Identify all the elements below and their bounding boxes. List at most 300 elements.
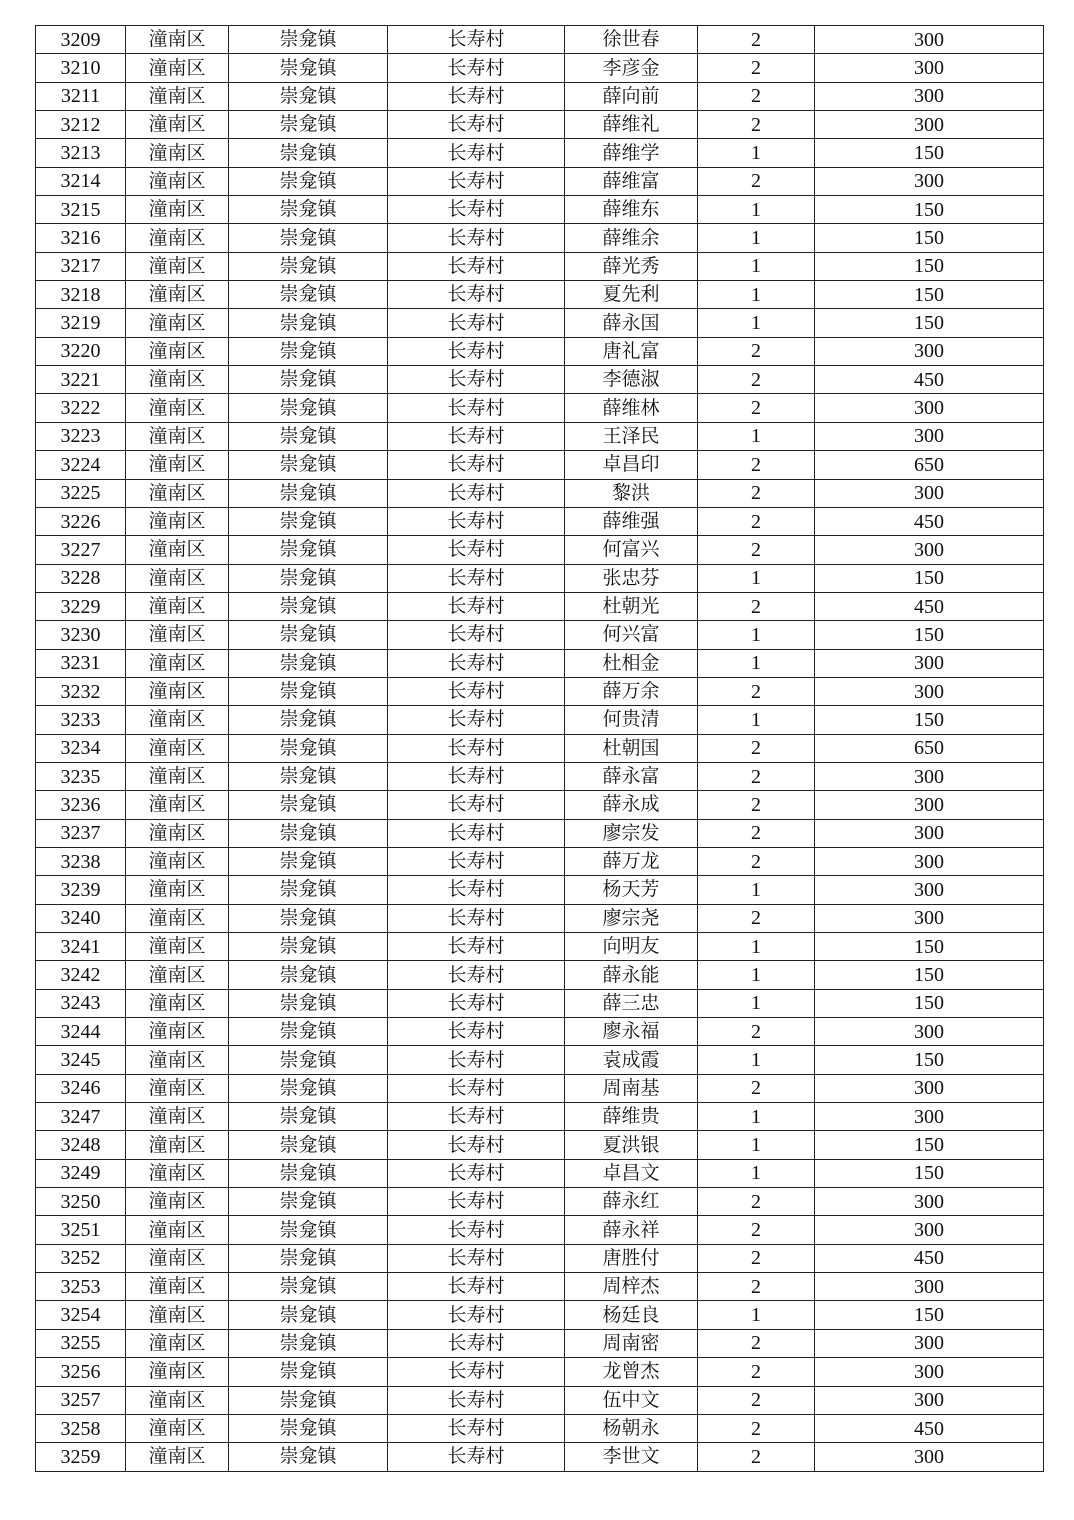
name-cell: 薛维余 <box>565 224 698 252</box>
town-cell: 崇龛镇 <box>229 224 388 252</box>
count-cell: 2 <box>698 507 815 535</box>
table-row <box>36 139 1044 167</box>
serial-cell: 3247 <box>36 1103 126 1131</box>
town-cell: 崇龛镇 <box>229 536 388 564</box>
table-row <box>36 762 1044 790</box>
amount-cell: 150 <box>815 706 1044 734</box>
village-cell: 长寿村 <box>388 1188 565 1216</box>
serial-cell: 3228 <box>36 564 126 592</box>
town-cell: 崇龛镇 <box>229 1244 388 1272</box>
serial-cell: 3246 <box>36 1074 126 1102</box>
amount-cell: 300 <box>815 1443 1044 1471</box>
table-row <box>36 564 1044 592</box>
amount-cell: 300 <box>815 1074 1044 1102</box>
amount-cell: 450 <box>815 1244 1044 1272</box>
village-cell: 长寿村 <box>388 54 565 82</box>
district-cell: 潼南区 <box>126 677 229 705</box>
count-cell: 1 <box>698 961 815 989</box>
count-cell: 1 <box>698 1131 815 1159</box>
amount-cell: 300 <box>815 819 1044 847</box>
count-cell: 2 <box>698 847 815 875</box>
table-row <box>36 281 1044 309</box>
name-cell: 薛维强 <box>565 507 698 535</box>
district-cell: 潼南区 <box>126 989 229 1017</box>
district-cell: 潼南区 <box>126 564 229 592</box>
amount-cell: 150 <box>815 196 1044 224</box>
district-cell: 潼南区 <box>126 507 229 535</box>
serial-cell: 3239 <box>36 876 126 904</box>
amount-cell: 300 <box>815 1329 1044 1357</box>
district-cell: 潼南区 <box>126 1273 229 1301</box>
town-cell: 崇龛镇 <box>229 54 388 82</box>
amount-cell: 300 <box>815 394 1044 422</box>
count-cell: 2 <box>698 1358 815 1386</box>
name-cell: 杜朝光 <box>565 592 698 620</box>
amount-cell: 150 <box>815 961 1044 989</box>
name-cell: 杨朝永 <box>565 1414 698 1442</box>
name-cell: 杨廷良 <box>565 1301 698 1329</box>
village-cell: 长寿村 <box>388 1159 565 1187</box>
serial-cell: 3235 <box>36 762 126 790</box>
count-cell: 1 <box>698 139 815 167</box>
amount-cell: 150 <box>815 309 1044 337</box>
village-cell: 长寿村 <box>388 876 565 904</box>
district-cell: 潼南区 <box>126 54 229 82</box>
village-cell: 长寿村 <box>388 706 565 734</box>
town-cell: 崇龛镇 <box>229 762 388 790</box>
town-cell: 崇龛镇 <box>229 1159 388 1187</box>
town-cell: 崇龛镇 <box>229 479 388 507</box>
table-row <box>36 1273 1044 1301</box>
village-cell: 长寿村 <box>388 1329 565 1357</box>
serial-cell: 3254 <box>36 1301 126 1329</box>
amount-cell: 300 <box>815 1103 1044 1131</box>
amount-cell: 300 <box>815 677 1044 705</box>
serial-cell: 3252 <box>36 1244 126 1272</box>
district-cell: 潼南区 <box>126 1159 229 1187</box>
district-cell: 潼南区 <box>126 479 229 507</box>
serial-cell: 3250 <box>36 1188 126 1216</box>
table-row <box>36 1188 1044 1216</box>
amount-cell: 150 <box>815 564 1044 592</box>
district-cell: 潼南区 <box>126 309 229 337</box>
town-cell: 崇龛镇 <box>229 507 388 535</box>
count-cell: 2 <box>698 904 815 932</box>
name-cell: 李彦金 <box>565 54 698 82</box>
town-cell: 崇龛镇 <box>229 564 388 592</box>
name-cell: 何富兴 <box>565 536 698 564</box>
serial-cell: 3243 <box>36 989 126 1017</box>
name-cell: 张忠芬 <box>565 564 698 592</box>
amount-cell: 300 <box>815 54 1044 82</box>
district-cell: 潼南区 <box>126 847 229 875</box>
table-row <box>36 366 1044 394</box>
district-cell: 潼南区 <box>126 26 229 54</box>
district-cell: 潼南区 <box>126 111 229 139</box>
table-body <box>36 26 1044 1472</box>
district-cell: 潼南区 <box>126 1414 229 1442</box>
table-row <box>36 54 1044 82</box>
village-cell: 长寿村 <box>388 1244 565 1272</box>
serial-cell: 3233 <box>36 706 126 734</box>
name-cell: 夏洪银 <box>565 1131 698 1159</box>
town-cell: 崇龛镇 <box>229 933 388 961</box>
amount-cell: 300 <box>815 762 1044 790</box>
district-cell: 潼南区 <box>126 167 229 195</box>
name-cell: 何兴富 <box>565 621 698 649</box>
village-cell: 长寿村 <box>388 1074 565 1102</box>
village-cell: 长寿村 <box>388 762 565 790</box>
table-row <box>36 252 1044 280</box>
table-row <box>36 819 1044 847</box>
town-cell: 崇龛镇 <box>229 167 388 195</box>
serial-cell: 3257 <box>36 1386 126 1414</box>
count-cell: 2 <box>698 536 815 564</box>
serial-cell: 3230 <box>36 621 126 649</box>
serial-cell: 3245 <box>36 1046 126 1074</box>
count-cell: 1 <box>698 621 815 649</box>
amount-cell: 300 <box>815 479 1044 507</box>
town-cell: 崇龛镇 <box>229 1018 388 1046</box>
town-cell: 崇龛镇 <box>229 621 388 649</box>
count-cell: 2 <box>698 1273 815 1301</box>
name-cell: 薛维林 <box>565 394 698 422</box>
town-cell: 崇龛镇 <box>229 139 388 167</box>
town-cell: 崇龛镇 <box>229 1131 388 1159</box>
serial-cell: 3215 <box>36 196 126 224</box>
town-cell: 崇龛镇 <box>229 26 388 54</box>
amount-cell: 300 <box>815 791 1044 819</box>
count-cell: 1 <box>698 876 815 904</box>
village-cell: 长寿村 <box>388 252 565 280</box>
serial-cell: 3259 <box>36 1443 126 1471</box>
count-cell: 2 <box>698 791 815 819</box>
amount-cell: 150 <box>815 989 1044 1017</box>
serial-cell: 3226 <box>36 507 126 535</box>
amount-cell: 300 <box>815 847 1044 875</box>
count-cell: 1 <box>698 196 815 224</box>
serial-cell: 3222 <box>36 394 126 422</box>
district-cell: 潼南区 <box>126 819 229 847</box>
village-cell: 长寿村 <box>388 309 565 337</box>
village-cell: 长寿村 <box>388 507 565 535</box>
village-cell: 长寿村 <box>388 1386 565 1414</box>
town-cell: 崇龛镇 <box>229 1216 388 1244</box>
district-cell: 潼南区 <box>126 706 229 734</box>
count-cell: 2 <box>698 677 815 705</box>
district-cell: 潼南区 <box>126 961 229 989</box>
village-cell: 长寿村 <box>388 536 565 564</box>
count-cell: 2 <box>698 1329 815 1357</box>
name-cell: 廖宗发 <box>565 819 698 847</box>
town-cell: 崇龛镇 <box>229 592 388 620</box>
amount-cell: 650 <box>815 734 1044 762</box>
town-cell: 崇龛镇 <box>229 1188 388 1216</box>
table-row <box>36 337 1044 365</box>
serial-cell: 3234 <box>36 734 126 762</box>
name-cell: 夏先利 <box>565 281 698 309</box>
table-row <box>36 1159 1044 1187</box>
count-cell: 2 <box>698 54 815 82</box>
village-cell: 长寿村 <box>388 989 565 1017</box>
district-cell: 潼南区 <box>126 1301 229 1329</box>
count-cell: 2 <box>698 1188 815 1216</box>
town-cell: 崇龛镇 <box>229 1074 388 1102</box>
town-cell: 崇龛镇 <box>229 847 388 875</box>
serial-cell: 3241 <box>36 933 126 961</box>
town-cell: 崇龛镇 <box>229 111 388 139</box>
amount-cell: 150 <box>815 139 1044 167</box>
name-cell: 向明友 <box>565 933 698 961</box>
name-cell: 薛永红 <box>565 1188 698 1216</box>
district-cell: 潼南区 <box>126 621 229 649</box>
village-cell: 长寿村 <box>388 564 565 592</box>
district-cell: 潼南区 <box>126 394 229 422</box>
name-cell: 周梓杰 <box>565 1273 698 1301</box>
village-cell: 长寿村 <box>388 961 565 989</box>
table-row <box>36 479 1044 507</box>
district-cell: 潼南区 <box>126 451 229 479</box>
serial-cell: 3237 <box>36 819 126 847</box>
town-cell: 崇龛镇 <box>229 366 388 394</box>
village-cell: 长寿村 <box>388 1046 565 1074</box>
count-cell: 1 <box>698 224 815 252</box>
amount-cell: 300 <box>815 1216 1044 1244</box>
serial-cell: 3220 <box>36 337 126 365</box>
table-row <box>36 876 1044 904</box>
serial-cell: 3256 <box>36 1358 126 1386</box>
count-cell: 1 <box>698 989 815 1017</box>
village-cell: 长寿村 <box>388 196 565 224</box>
count-cell: 1 <box>698 252 815 280</box>
count-cell: 2 <box>698 82 815 110</box>
town-cell: 崇龛镇 <box>229 677 388 705</box>
town-cell: 崇龛镇 <box>229 876 388 904</box>
serial-cell: 3231 <box>36 649 126 677</box>
table-row <box>36 111 1044 139</box>
town-cell: 崇龛镇 <box>229 1103 388 1131</box>
serial-cell: 3214 <box>36 167 126 195</box>
name-cell: 杜朝国 <box>565 734 698 762</box>
name-cell: 何贵清 <box>565 706 698 734</box>
count-cell: 2 <box>698 366 815 394</box>
name-cell: 廖宗尧 <box>565 904 698 932</box>
table-row <box>36 989 1044 1017</box>
count-cell: 1 <box>698 564 815 592</box>
table-row <box>36 621 1044 649</box>
serial-cell: 3225 <box>36 479 126 507</box>
district-cell: 潼南区 <box>126 592 229 620</box>
table-row <box>36 224 1044 252</box>
amount-cell: 150 <box>815 281 1044 309</box>
amount-cell: 300 <box>815 337 1044 365</box>
table-row <box>36 1216 1044 1244</box>
amount-cell: 150 <box>815 224 1044 252</box>
serial-cell: 3211 <box>36 82 126 110</box>
town-cell: 崇龛镇 <box>229 961 388 989</box>
count-cell: 2 <box>698 479 815 507</box>
district-cell: 潼南区 <box>126 1018 229 1046</box>
table-row <box>36 394 1044 422</box>
town-cell: 崇龛镇 <box>229 252 388 280</box>
town-cell: 崇龛镇 <box>229 1301 388 1329</box>
town-cell: 崇龛镇 <box>229 649 388 677</box>
serial-cell: 3209 <box>36 26 126 54</box>
count-cell: 2 <box>698 1244 815 1272</box>
town-cell: 崇龛镇 <box>229 1414 388 1442</box>
village-cell: 长寿村 <box>388 1414 565 1442</box>
amount-cell: 300 <box>815 422 1044 450</box>
name-cell: 杜相金 <box>565 649 698 677</box>
town-cell: 崇龛镇 <box>229 1273 388 1301</box>
village-cell: 长寿村 <box>388 337 565 365</box>
table-row <box>36 1329 1044 1357</box>
district-cell: 潼南区 <box>126 82 229 110</box>
name-cell: 黎洪 <box>565 479 698 507</box>
name-cell: 薛维礼 <box>565 111 698 139</box>
table-row <box>36 649 1044 677</box>
count-cell: 1 <box>698 649 815 677</box>
name-cell: 薛万龙 <box>565 847 698 875</box>
amount-cell: 450 <box>815 1414 1044 1442</box>
serial-cell: 3216 <box>36 224 126 252</box>
town-cell: 崇龛镇 <box>229 309 388 337</box>
amount-cell: 300 <box>815 536 1044 564</box>
serial-cell: 3219 <box>36 309 126 337</box>
table-row <box>36 422 1044 450</box>
village-cell: 长寿村 <box>388 592 565 620</box>
amount-cell: 650 <box>815 451 1044 479</box>
district-cell: 潼南区 <box>126 1131 229 1159</box>
count-cell: 2 <box>698 1386 815 1414</box>
table-row <box>36 196 1044 224</box>
table-row <box>36 791 1044 819</box>
count-cell: 2 <box>698 451 815 479</box>
count-cell: 2 <box>698 1018 815 1046</box>
district-cell: 潼南区 <box>126 1074 229 1102</box>
name-cell: 薛向前 <box>565 82 698 110</box>
name-cell: 卓昌文 <box>565 1159 698 1187</box>
count-cell: 2 <box>698 1216 815 1244</box>
serial-cell: 3258 <box>36 1414 126 1442</box>
table-row <box>36 961 1044 989</box>
name-cell: 薛光秀 <box>565 252 698 280</box>
serial-cell: 3242 <box>36 961 126 989</box>
table-row <box>36 1358 1044 1386</box>
amount-cell: 300 <box>815 904 1044 932</box>
table-row <box>36 1018 1044 1046</box>
count-cell: 1 <box>698 309 815 337</box>
count-cell: 2 <box>698 337 815 365</box>
district-cell: 潼南区 <box>126 281 229 309</box>
serial-cell: 3244 <box>36 1018 126 1046</box>
village-cell: 长寿村 <box>388 1103 565 1131</box>
serial-cell: 3251 <box>36 1216 126 1244</box>
town-cell: 崇龛镇 <box>229 1358 388 1386</box>
village-cell: 长寿村 <box>388 847 565 875</box>
table-row <box>36 167 1044 195</box>
count-cell: 1 <box>698 933 815 961</box>
amount-cell: 300 <box>815 876 1044 904</box>
district-cell: 潼南区 <box>126 1358 229 1386</box>
village-cell: 长寿村 <box>388 422 565 450</box>
town-cell: 崇龛镇 <box>229 989 388 1017</box>
district-cell: 潼南区 <box>126 1443 229 1471</box>
table-row <box>36 507 1044 535</box>
district-cell: 潼南区 <box>126 337 229 365</box>
village-cell: 长寿村 <box>388 451 565 479</box>
amount-cell: 300 <box>815 26 1044 54</box>
table-row <box>36 536 1044 564</box>
count-cell: 2 <box>698 111 815 139</box>
name-cell: 徐世春 <box>565 26 698 54</box>
serial-cell: 3213 <box>36 139 126 167</box>
village-cell: 长寿村 <box>388 26 565 54</box>
town-cell: 崇龛镇 <box>229 819 388 847</box>
count-cell: 1 <box>698 281 815 309</box>
town-cell: 崇龛镇 <box>229 337 388 365</box>
town-cell: 崇龛镇 <box>229 1329 388 1357</box>
district-cell: 潼南区 <box>126 1188 229 1216</box>
serial-cell: 3217 <box>36 252 126 280</box>
serial-cell: 3255 <box>36 1329 126 1357</box>
table-row <box>36 1386 1044 1414</box>
village-cell: 长寿村 <box>388 819 565 847</box>
count-cell: 1 <box>698 1046 815 1074</box>
table-row <box>36 309 1044 337</box>
count-cell: 2 <box>698 819 815 847</box>
amount-cell: 150 <box>815 1046 1044 1074</box>
table-row <box>36 1244 1044 1272</box>
village-cell: 长寿村 <box>388 933 565 961</box>
table-row <box>36 451 1044 479</box>
name-cell: 唐礼富 <box>565 337 698 365</box>
name-cell: 周南基 <box>565 1074 698 1102</box>
district-cell: 潼南区 <box>126 1386 229 1414</box>
name-cell: 薛永富 <box>565 762 698 790</box>
village-cell: 长寿村 <box>388 281 565 309</box>
serial-cell: 3238 <box>36 847 126 875</box>
name-cell: 廖永福 <box>565 1018 698 1046</box>
district-cell: 潼南区 <box>126 1103 229 1131</box>
name-cell: 薛维东 <box>565 196 698 224</box>
village-cell: 长寿村 <box>388 791 565 819</box>
village-cell: 长寿村 <box>388 1358 565 1386</box>
district-cell: 潼南区 <box>126 1216 229 1244</box>
village-cell: 长寿村 <box>388 479 565 507</box>
village-cell: 长寿村 <box>388 139 565 167</box>
serial-cell: 3218 <box>36 281 126 309</box>
table-row <box>36 706 1044 734</box>
table-row <box>36 1046 1044 1074</box>
town-cell: 崇龛镇 <box>229 422 388 450</box>
name-cell: 唐胜付 <box>565 1244 698 1272</box>
count-cell: 2 <box>698 26 815 54</box>
table-row <box>36 904 1044 932</box>
count-cell: 1 <box>698 1103 815 1131</box>
amount-cell: 150 <box>815 621 1044 649</box>
village-cell: 长寿村 <box>388 167 565 195</box>
district-cell: 潼南区 <box>126 762 229 790</box>
count-cell: 1 <box>698 1301 815 1329</box>
name-cell: 薛维学 <box>565 139 698 167</box>
town-cell: 崇龛镇 <box>229 82 388 110</box>
district-cell: 潼南区 <box>126 904 229 932</box>
table-row <box>36 26 1044 54</box>
district-cell: 潼南区 <box>126 933 229 961</box>
village-cell: 长寿村 <box>388 111 565 139</box>
table-row <box>36 1301 1044 1329</box>
